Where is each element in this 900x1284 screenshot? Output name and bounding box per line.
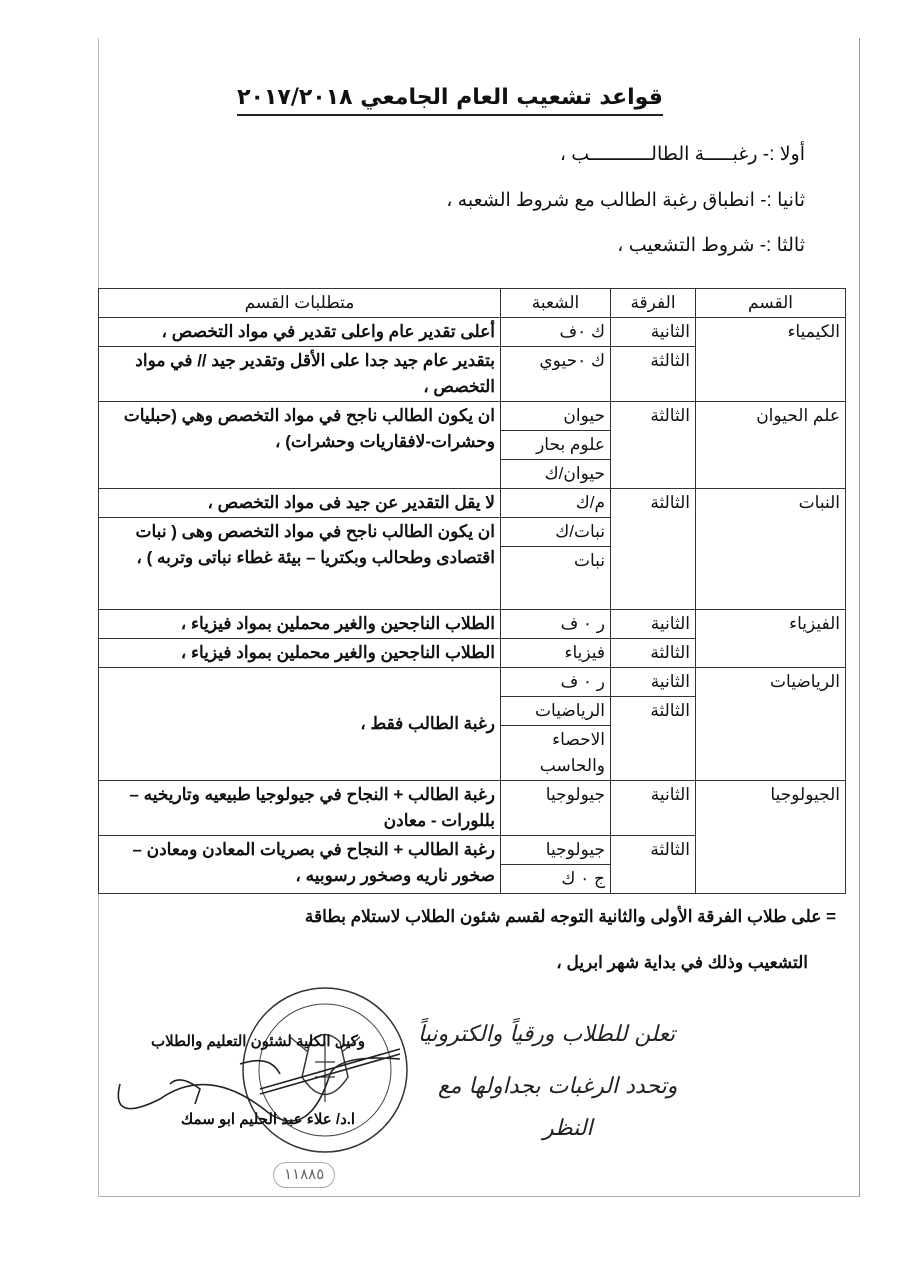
requirement-cell: رغبة الطالب + النجاح في بصريات المعادن ومعادن – صخور ناريه وصخور رسوبيه ، [99, 836, 501, 894]
table-cell: م/ك [501, 489, 611, 518]
signature-area [98, 982, 846, 1212]
requirement-cell: الطلاب الناجحين والغير محملين بمواد فيزياء ، [99, 639, 501, 668]
table-cell: الرياضيات [501, 697, 611, 726]
handwritten-note-line-2: وتحدد الرغبات بجداولها مع [438, 1074, 678, 1099]
table-cell: الرياضيات [696, 668, 846, 781]
header-requirements: متطلبات القسم [99, 289, 501, 318]
requirement-cell: أعلى تقدير عام واعلى تقدير في مواد التخصص ، [99, 318, 501, 347]
table-cell: الاحصاء والحاسب [501, 726, 611, 781]
table-cell: الجيولوجيا [696, 781, 846, 894]
table-cell: الثالثة [611, 347, 696, 402]
table-cell: نبات/ك [501, 518, 611, 547]
table-row [99, 318, 846, 347]
table-row [99, 781, 846, 836]
table-cell: ر ٠ ف [501, 668, 611, 697]
requirement-cell: ان يكون الطالب ناجح في مواد التخصص وهى ( نبات اقتصادى وطحالب وبكتريا – بيئة غطاء نباتى وتربه ) ، [99, 518, 501, 610]
requirement-cell: الطلاب الناجحين والغير محملين بمواد فيزياء ، [99, 610, 501, 639]
signatory-name: ا.د/ علاء عبد الحليم ابو سمك [180, 1111, 356, 1128]
table-header-row [99, 289, 846, 318]
requirement-cell: رغبة الطالب + النجاح في جيولوجيا طبيعيه وتاريخيه – بللورات - معادن [99, 781, 501, 836]
serial-stamp: ١١٨٨٥ [273, 1162, 335, 1188]
table-cell: النبات [696, 489, 846, 610]
requirement-cell: لا يقل التقدير عن جيد فى مواد التخصص ، [99, 489, 501, 518]
table-cell: نبات [501, 547, 611, 610]
specialization-table [98, 288, 846, 894]
rule-second: ثانيا :- انطباق رغبة الطالب مع شروط الشعبه ، [446, 190, 805, 211]
rule-third: ثالثا :- شروط التشعيب ، [617, 235, 805, 256]
table-cell: فيزياء [501, 639, 611, 668]
table-row [99, 610, 846, 639]
table-cell: الثانية [611, 668, 696, 697]
header-year: الفرقة [611, 289, 696, 318]
table-cell: الثالثة [611, 836, 696, 894]
table-cell: جيولوجيا [501, 836, 611, 865]
table-cell: الثانية [611, 781, 696, 836]
table-cell: حيوان [501, 402, 611, 431]
table-cell: الثالثة [611, 639, 696, 668]
handwritten-note-line-1: تعلن للطلاب ورقياً والكترونياً [418, 1022, 676, 1047]
table-row [99, 402, 846, 431]
table-row [99, 489, 846, 518]
table-cell: علم الحيوان [696, 402, 846, 489]
table-cell: الثانية [611, 610, 696, 639]
table-cell: ر ٠ ف [501, 610, 611, 639]
table-cell: علوم بحار [501, 431, 611, 460]
requirement-cell: بتقدير عام جيد جدا على الأقل وتقدير جيد // في مواد التخصص ، [99, 347, 501, 402]
document-title: قواعد تشعيب العام الجامعي ٢٠١٧/٢٠١٨ [237, 84, 663, 116]
table-cell: ك ٠ف [501, 318, 611, 347]
table-cell: حيوان/ك [501, 460, 611, 489]
table-cell: الثالثة [611, 402, 696, 489]
table-cell: جيولوجيا [501, 781, 611, 836]
signatory-role: وكيل الكلية لشئون التعليم والطلاب [150, 1033, 366, 1050]
requirement-cell: ان يكون الطالب ناجح في مواد التخصص وهي (حبليات وحشرات-لافقاريات وحشرات) ، [99, 402, 501, 489]
table-cell: ك ٠حيوي [501, 347, 611, 402]
header-department: القسم [696, 289, 846, 318]
table-cell: الكيمياء [696, 318, 846, 402]
footer-note-line-1: = على طلاب الفرقة الأولى والثانية التوجه لقسم شئون الطلاب لاستلام بطاقة [304, 907, 836, 926]
table-cell: ج ٠ ك [501, 865, 611, 894]
table-cell: الثانية [611, 318, 696, 347]
footer-note-line-2: التشعيب وذلك في بداية شهر ابريل ، [556, 953, 808, 972]
table-cell: الفيزياء [696, 610, 846, 668]
requirement-cell: رغبة الطالب فقط ، [99, 668, 501, 781]
table-row [99, 668, 846, 697]
table-cell: الثالثة [611, 489, 696, 610]
handwritten-note-line-3: النظر [543, 1116, 593, 1141]
rule-first: أولا :- رغبـــــة الطالـــــــــــب ، [559, 144, 805, 165]
table-cell: الثالثة [611, 697, 696, 781]
header-division: الشعبة [501, 289, 611, 318]
